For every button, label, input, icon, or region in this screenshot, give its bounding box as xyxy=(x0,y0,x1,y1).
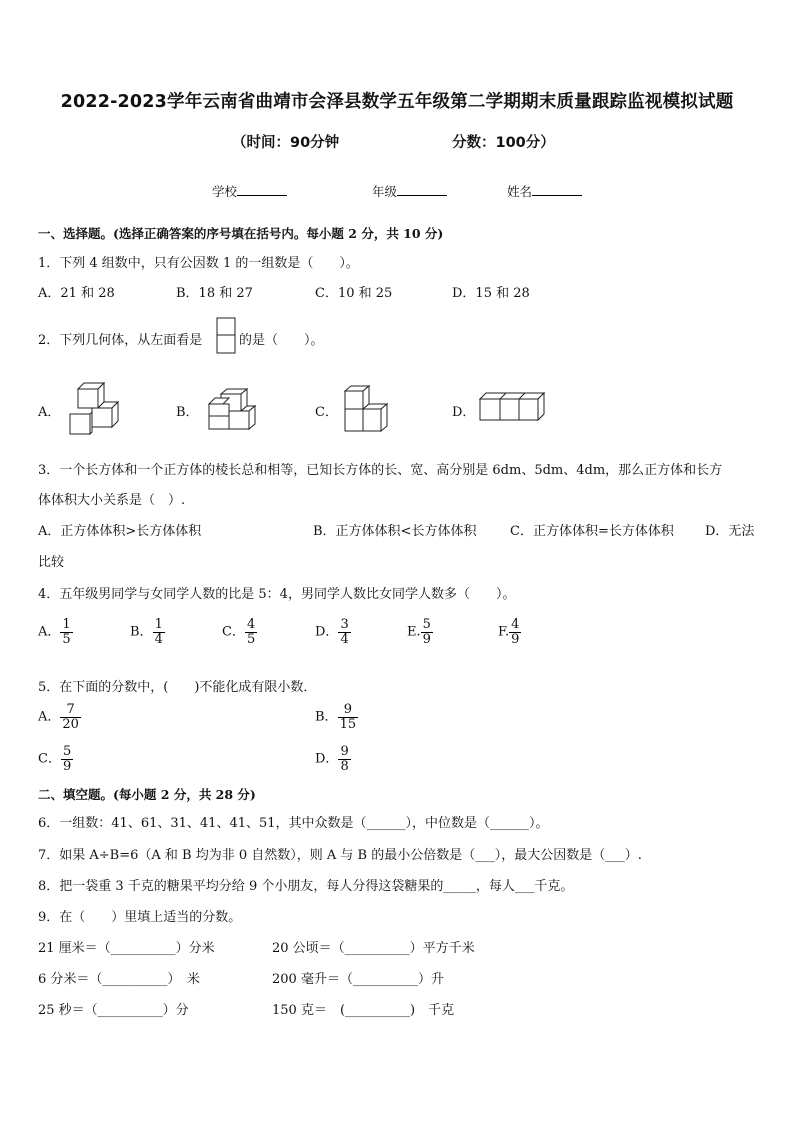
exam-score: 分数：100分） xyxy=(452,135,555,151)
q4-option-e: E. $\frac{5}{9}$ xyxy=(407,617,431,647)
q9-row2-right: 200 毫升＝（__________）升 xyxy=(272,972,444,987)
q5-option-c: C． $\frac{5}{9}$ xyxy=(38,744,72,774)
q3-stem-line1: 3．一个长方体和一个正方体的棱长总和相等，已知长方体的长、宽、高分别是 6dm、5dm、4dm，那么正方体和长方 xyxy=(38,463,723,478)
q5-stem: 5．在下面的分数中，( )不能化成有限小数． xyxy=(38,680,317,695)
section2-heading: 二、填空题。(每小题 2 分，共 28 分) xyxy=(38,787,256,802)
q2-option-a-cubes-icon xyxy=(68,382,120,436)
q3-option-a: A．正方体体积>长方体体积 xyxy=(38,524,202,539)
school-field: 学校 xyxy=(212,182,287,200)
section1-heading: 一、选择题。(选择正确答案的序号填在括号内。每小题 2 分，共 10 分) xyxy=(38,226,444,241)
q4-option-a: A． $\frac{1}{5}$ xyxy=(38,617,71,647)
q1-option-b: B．18 和 27 xyxy=(176,286,253,301)
q2-stem-pre: 2．下列几何体，从左面看是 xyxy=(38,333,203,348)
q1-option-a: A．21 和 28 xyxy=(38,286,115,301)
q5-option-b: B． $\frac{9}{15}$ xyxy=(315,702,357,732)
q9-row1-left: 21 厘米＝（__________）分米 xyxy=(38,941,215,956)
q9-row1-right: 20 公顷＝（__________）平方千米 xyxy=(272,941,475,956)
q9-row3-left: 25 秒＝（__________）分 xyxy=(38,1003,189,1018)
q1-option-d: D．15 和 28 xyxy=(452,286,530,301)
q4-option-c: C． $\frac{4}{5}$ xyxy=(222,617,256,647)
q4-option-d: D． $\frac{3}{4}$ xyxy=(315,617,349,647)
q9-row2-left: 6 分米＝（__________） 米 xyxy=(38,972,200,987)
q7-stem: 7．如果 A÷B=6（A 和 B 均为非 0 自然数），则 A 与 B 的最小公倍数是（___），最大公因数是（___）. xyxy=(38,848,642,863)
q5-option-d: D． $\frac{9}{8}$ xyxy=(315,744,349,774)
grade-field: 年级 xyxy=(372,182,447,200)
q6-stem: 6．一组数：41、61、31、41、41、51，其中众数是（______），中位数是（______）。 xyxy=(38,816,549,831)
q2-option-d-cubes-icon xyxy=(479,392,545,422)
q8-stem: 8．把一袋重 3 千克的糖果平均分给 9 个小朋友，每人分得这袋糖果的_____，每人___千克。 xyxy=(38,879,574,894)
q1-option-c: C．10 和 25 xyxy=(315,286,393,301)
name-field: 姓名 xyxy=(507,182,582,200)
q3-option-c: C．正方体体积=长方体体积 xyxy=(510,524,674,539)
q2-option-c-cubes-icon xyxy=(342,384,390,434)
q3-stem-line2: 体体积大小关系是（ ）. xyxy=(38,493,186,508)
q2-option-b-cubes-icon xyxy=(205,388,257,432)
q4-option-f: F. $\frac{4}{9}$ xyxy=(498,617,520,647)
q4-stem: 4．五年级男同学与女同学人数的比是 5：4，男同学人数比女同学人数多（ ）。 xyxy=(38,587,516,602)
q2-side-view-icon xyxy=(216,317,236,355)
q5-option-a: A． $\frac{7}{20}$ xyxy=(38,702,79,732)
q3-option-d: D．无法 xyxy=(705,524,755,539)
q2-option-c: C． xyxy=(315,405,338,420)
q1-stem: 1．下列 4 组数中，只有公因数 1 的一组数是（ ）。 xyxy=(38,256,359,271)
q4-option-b: B． $\frac{1}{4}$ xyxy=(130,617,163,647)
q2-stem-post: 的是（ ）。 xyxy=(239,333,324,348)
q2-option-b: B． xyxy=(176,405,199,420)
q9-stem: 9．在（ ）里填上适当的分数。 xyxy=(38,910,242,925)
q3-option-d-cont: 比较 xyxy=(38,555,65,570)
q3-option-b: B．正方体体积<长方体体积 xyxy=(313,524,477,539)
q2-option-a: A． xyxy=(38,405,61,420)
exam-time: （时间：90分钟 xyxy=(232,135,340,151)
q9-row3-right: 150 克＝ (__________) 千克 xyxy=(272,1003,455,1018)
q2-option-d: D． xyxy=(452,405,476,420)
exam-title: 2022-2023学年云南省曲靖市会泽县数学五年级第二学期期末质量跟踪监视模拟试题 xyxy=(60,92,734,112)
